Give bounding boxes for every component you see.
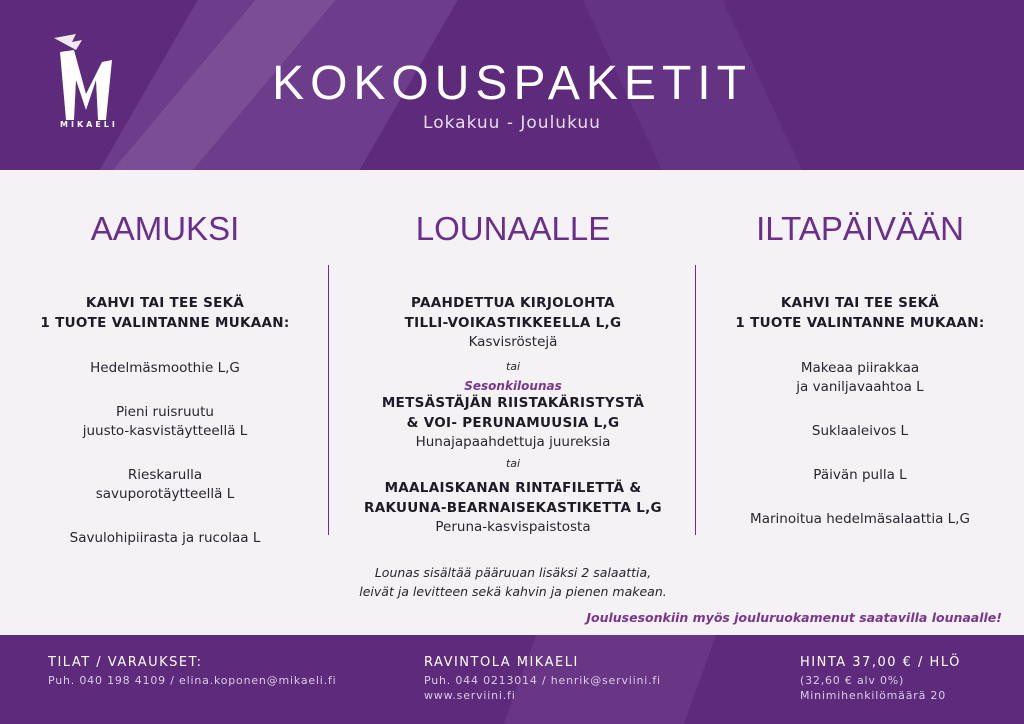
or-separator: tai [505,457,521,470]
lunch-option-2 [330,393,696,433]
lunch-option-line: PAAHDETTUA KIRJOLOHTA [411,295,615,311]
season-label: Sesonkilounas [464,379,562,393]
menu-item-line: Makeaa piirakkaa [800,360,920,376]
menu-item-line: juusto-kasvistäytteellä L [82,423,248,439]
menu-item [0,403,330,441]
afternoon-heading [696,293,1024,333]
christmas-note: Joulusesonkiin myös jouluruokamenut saatavilla lounaalle! [586,610,1002,625]
lunch-note-line: leivät ja levitteen sekä kahvin ja pienen makean. [359,584,667,599]
footer-price-vat: (32,60 € alv 0%) [800,674,905,687]
lunch-side: Kasvisröstejä [468,334,558,350]
column-morning [0,210,330,548]
lunch-option-1 [330,293,696,333]
morning-heading-line: KAHVI TAI TEE SEKÄ [85,295,245,311]
header-banner [0,0,1024,170]
menu-item: Savulohipiirasta ja rucolaa L [69,530,261,546]
menu-item: Marinoitua hedelmäsalaattia L,G [750,511,970,527]
morning-heading-line: 1 TUOTE VALINTANNE MUKAAN: [40,315,290,331]
footer-price-title: HINTA 37,00 € / HLÖ [800,655,961,670]
column-title-lunch: LOUNAALLE [415,210,611,247]
page-subtitle: Lokakuu - Joulukuu [423,113,601,133]
footer-restaurant [424,655,661,703]
menu-item: Hedelmäsmoothie L,G [90,360,240,376]
footer-orders [48,655,336,688]
morning-heading [0,293,330,333]
footer-restaurant-web[interactable]: www.serviini.fi [424,689,516,702]
lunch-side: Hunajapaahdettuja juureksia [415,434,611,450]
or-separator: tai [505,360,521,373]
column-divider [328,265,329,535]
lunch-option-line: MAALAISKANAN RINTAFILETTÄ & [384,480,642,496]
page-title: KOKOUSPAKETIT [272,57,752,110]
footer-restaurant-contact[interactable]: Puh. 044 0213014 / henrik@serviini.fi [424,674,661,687]
menu-item [696,359,1024,397]
afternoon-heading-line: 1 TUOTE VALINTANNE MUKAAN: [735,315,985,331]
column-title-morning: AAMUKSI [90,210,240,247]
footer-restaurant-title: RAVINTOLA MIKAELI [424,655,579,670]
menu-item [0,466,330,504]
column-title-afternoon: ILTAPÄIVÄÄN [756,210,964,247]
lunch-option-line: METSÄSTÄJÄN RIISTAKÄRISTYSTÄ [381,395,645,411]
lunch-option-line: & VOI- PERUNAMUUSIA L,G [406,415,620,431]
footer [0,635,1024,724]
menu-item: Suklaaleivos L [811,423,909,439]
footer-price-min: Minimihenkilömäärä 20 [800,689,947,702]
lunch-note-line: Lounas sisältää pääruuan lisäksi 2 salaattia, [374,565,652,580]
menu-item-line: ja vaniljavaahtoa L [796,379,924,395]
column-afternoon [696,210,1024,529]
menu-item-line: Pieni ruisruutu [116,404,214,420]
footer-orders-title: TILAT / VARAUKSET: [48,655,203,670]
footer-orders-contact[interactable]: Puh. 040 198 4109 / elina.koponen@mikaeli.fi [48,674,337,687]
lunch-side: Peruna-kasvispaistosta [435,519,591,535]
afternoon-heading-line: KAHVI TAI TEE SEKÄ [780,295,940,311]
lunch-option-line: RAKUUNA-BEARNAISEKASTIKETTA L,G [364,500,662,516]
lunch-option-line: TILLI-VOIKASTIKKEELLA L,G [404,315,622,331]
column-lunch [330,210,696,537]
lunch-option-3 [330,478,696,518]
menu-item: Päivän pulla L [813,467,907,483]
logo-text: MIKAELI [60,120,118,129]
lunch-note [330,563,696,601]
menu-item-line: Rieskarulla [127,467,203,483]
menu-item-line: savuporotäytteellä L [95,486,235,502]
footer-price [800,655,961,703]
